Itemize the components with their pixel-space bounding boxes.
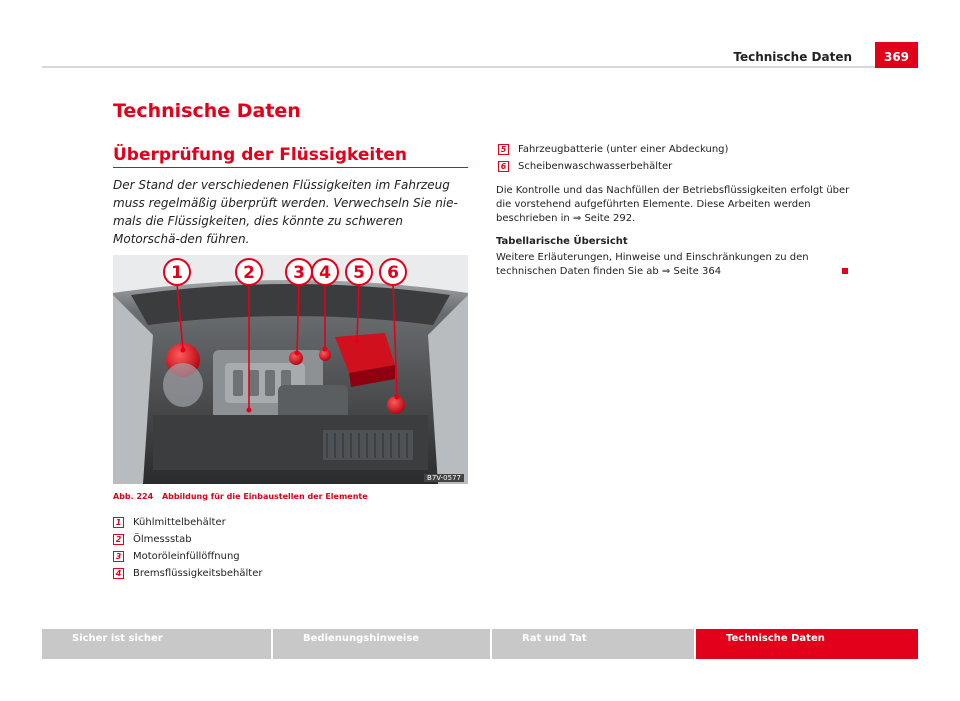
legend-label: Motoröleinfüllöffnung [133,551,240,562]
callout-label: 3 [293,263,305,283]
legend-label: Ölmessstab [133,534,192,545]
legend-key-badge: 4 [113,568,124,579]
engine-bay-illustration [113,255,468,484]
legend-key-badge: 3 [113,551,124,562]
footer-tab-sicher-ist-sicher[interactable]: Sicher ist sicher [42,629,273,659]
legend-key-badge: 6 [498,161,509,172]
callout-label: 2 [243,263,255,283]
section-intro: Der Stand der verschiedenen Flüssigkeiten im Fahrzeug muss regelmäßig überprüft werden. Verwechseln Sie nie-mals die Flüssigkeiten, dies könnte zu schweren Motorschä-den führen. [113,178,458,246]
figure-caption-number: Abb. 224 [113,492,154,501]
header-rule [42,66,918,68]
legend-label: Fahrzeugbatterie (unter einer Abdeckung) [518,144,729,155]
legend-key-badge: 1 [113,517,124,528]
legend-label: Bremsflüssigkeitsbehälter [133,568,263,579]
legend-item [113,565,262,582]
legend-label: Kühlmittelbehälter [133,517,226,528]
section-end-marker [842,268,848,274]
legend-item [113,514,262,531]
body-paragraph-check: Die Kontrolle und das Nachfüllen der Betriebsflüssigkeiten erfolgt über die vorstehend aufgeführten Elemente. Diese Arbeiten werden beschrieben in ⇒ Seite 292. [496,185,850,224]
legend-item [113,531,262,548]
footer-tab-rat-und-tat[interactable]: Rat und Tat [492,629,696,659]
legend-item [498,141,728,158]
section-rule [113,167,468,168]
running-header-title: Technische Daten [733,50,852,64]
figure-caption [113,492,368,501]
footer-tab-technische-daten[interactable]: Technische Daten [696,629,918,659]
section-title: Überprüfung der Flüssigkeiten [113,145,407,165]
figure-caption-text: Abbildung für die Einbaustellen der Elemente [161,492,368,501]
callout-label: 1 [171,263,183,283]
callout-label: 4 [319,263,331,283]
footer-tab-bedienungshinweise[interactable]: Bedienungshinweise [273,629,492,659]
body-paragraph-reference: Weitere Erläuterungen, Hinweise und Einschränkungen zu den technischen Daten finden Sie ab ⇒ Seite 364 [496,252,809,277]
page-number: 369 [875,42,918,68]
chapter-title: Technische Daten [113,100,301,122]
subheading-overview: Tabellarische Übersicht [496,236,628,247]
engine-bay-figure [113,255,468,484]
callout-label: 5 [353,263,365,283]
legend-key-badge: 5 [498,144,509,155]
callout-label: 6 [387,263,399,283]
legend-item [498,158,728,175]
legend-key-badge: 2 [113,534,124,545]
figure-code: B7V-0577 [424,474,464,482]
legend-label: Scheibenwaschwasserbehälter [518,161,673,172]
legend-left [113,514,262,582]
legend-right [498,141,728,175]
legend-item [113,548,262,565]
footer-nav [42,629,918,659]
